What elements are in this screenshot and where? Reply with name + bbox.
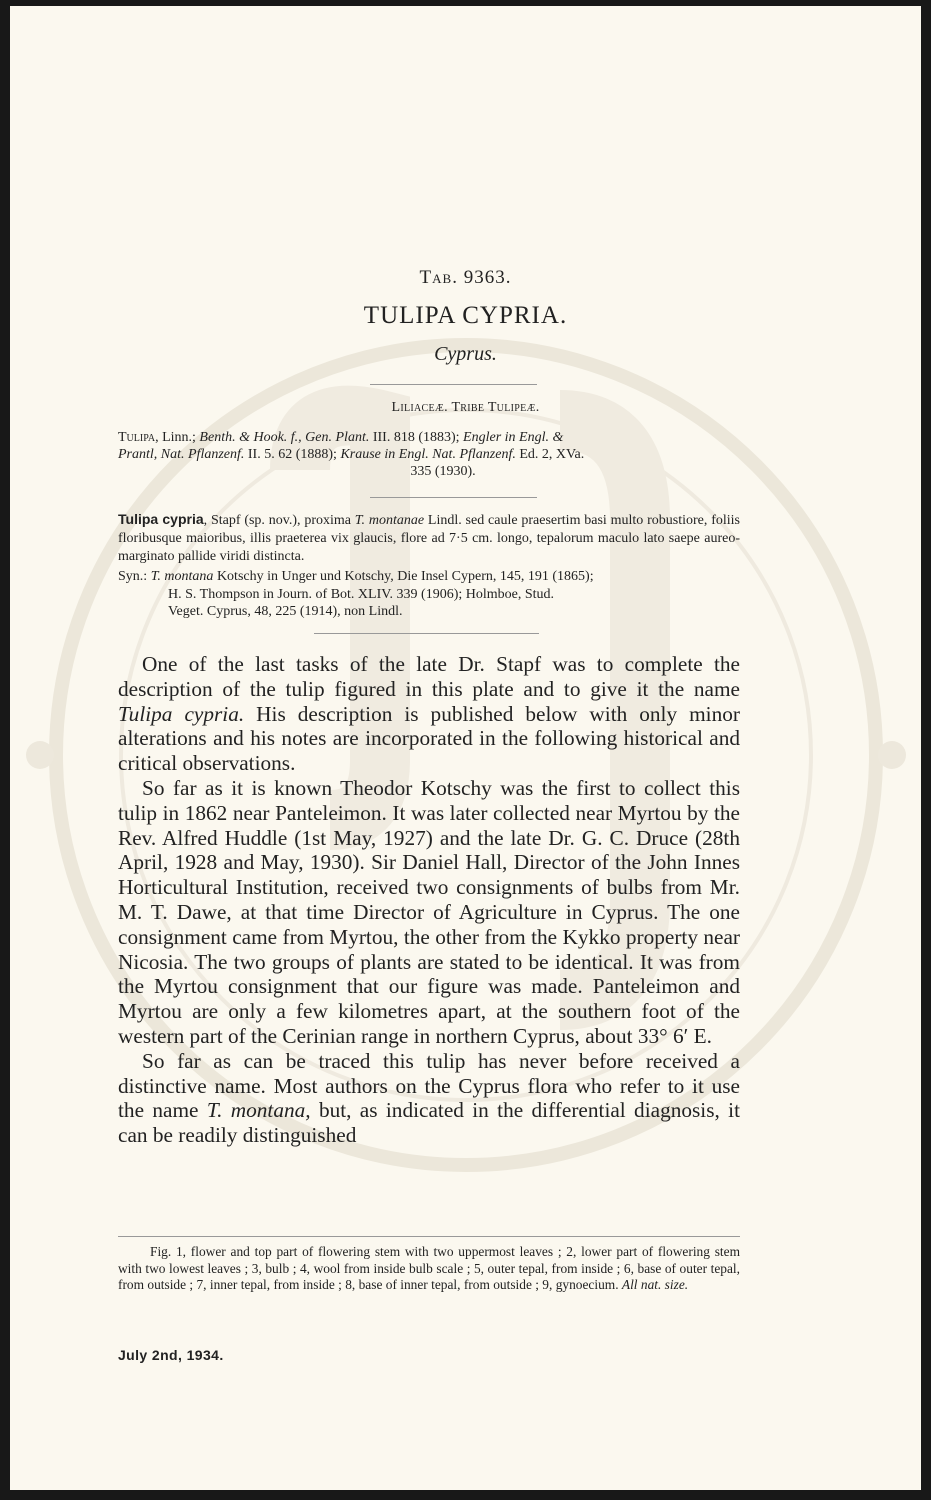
paragraph-text: but, as indicated in the differential diagnosis, it can be readily distinguished (118, 1098, 741, 1148)
genus-ref-citation: Krause in Engl. Nat. Pflanzenf. (340, 447, 516, 462)
species-name-italic: T. montana, (206, 1098, 311, 1123)
paragraph: So far as it is known Theodor Kotschy was the first to collect this tulip in 1862 near Panteleimon. It was later collected near Myrtou by the Rev. Alfred Huddle (1st May, 1927) and the late Dr. G. C. Druce (28th April, 1928 and May, 1930). Sir Daniel Hall, Director of the John Innes Horticultural Institution, received two consignments of bulbs from Mr. M. T. Dawe, at that time Director of Agriculture in Cyprus. The one consignment came from Myrtou, the other from the Kykko property near Nicosia. The two groups of plants are stated to be identical. It was from the Myrtou consignment that our figure was made. Panteleimon and Myrtou are only a few kilometres apart, at the southern foot of the western part of the Cerinian range in northern Cyprus, about 33° 6′ E. (118, 775, 740, 1048)
scan-border-left (0, 0, 10, 1500)
latin-diagnosis (118, 510, 740, 566)
caption-divider (118, 1236, 740, 1237)
family-tribe-line: Liliaceæ. Tribe Tulipeæ. (391, 400, 540, 415)
locality: Cyprus. (434, 343, 497, 365)
genus-ref-text: III. 818 (1883); (369, 430, 464, 445)
genus-ref-text: , Linn.; (155, 430, 200, 445)
diagnosis-text: , Stapf (sp. nov.), proxima (203, 513, 355, 528)
scan-border-right (921, 0, 931, 1500)
caption-text: Fig. 1, flower and top part of flowering stem with two uppermost leaves ; 2, lower part of flowering stem with two lowest leaves ; 3, bulb ; 4, wool from inside bulb scale ; 5, outer tepal, from inside ; 6, base of outer tepal, from outside ; 7, inner tepal, from inside ; 8, base of inner tepal, from outside ; 9, gynoecium. (118, 1244, 740, 1292)
genus-reference (118, 429, 768, 480)
diagnosis-text: Lindl. sed caule praesertim basi multo robustiore, foliis floribusque maioribus, illis praeterea vix glaucis, flore ad 7·5 cm. longo, tepalorum maculo lato saepe aureo-marginato pallide viridi distincta. (118, 513, 740, 564)
divider-rule (314, 633, 539, 634)
genus-ref-text: Ed. 2, XVa. (515, 447, 585, 462)
synonym-species: T. montana (150, 569, 214, 584)
diagnosis-compared-species: T. montanae (354, 513, 425, 528)
body-text (118, 652, 740, 1148)
diagnosis-species: Tulipa cypria (118, 511, 204, 527)
paragraph-text: One of the last tasks of the late Dr. Stapf was to complete the description of the tulip figured in this plate and to give it the name (118, 652, 740, 701)
scan-border-bottom (0, 1490, 931, 1500)
divider-rule (370, 497, 537, 498)
caption-italic: All nat. size. (621, 1277, 689, 1292)
species-title: TULIPA CYPRIA. (363, 302, 568, 329)
figure-caption (118, 1244, 740, 1294)
species-name-italic: Tulipa cypria. (118, 701, 245, 726)
genus-ref-text: II. 5. 62 (1888); (244, 447, 341, 462)
genus-ref-citation: Engler in Engl. & (463, 430, 564, 445)
synonymy (118, 568, 740, 621)
publication-date: July 2nd, 1934. (118, 1347, 224, 1363)
paragraph (118, 1049, 740, 1148)
paragraph-text: His description is published below with only minor alterations and his notes are incorporated in the following historical and critical observations. (118, 701, 740, 776)
synonymy-label: Syn.: (118, 569, 151, 584)
scan-border-top (0, 0, 931, 6)
paragraph-text: So far as can be traced this tulip has never before received a distinctive name. Most authors on the Cyprus flora who refer to it use the name (118, 1048, 740, 1123)
synonymy-text: H. S. Thompson in Journ. of Bot. XLIV. 339 (1906); Holmboe, Stud. (168, 586, 555, 602)
paragraph (118, 652, 740, 776)
genus-ref-last-line: 335 (1930). (410, 464, 476, 479)
genus-name: Tulipa (118, 430, 156, 445)
synonymy-text: Kotschy in Unger und Kotschy, Die Insel Cypern, 145, 191 (1865); (213, 569, 594, 584)
genus-ref-citation: Prantl, Nat. Pflanzenf. (118, 447, 245, 462)
genus-ref-citation: Benth. & Hook. f., Gen. Plant. (199, 430, 370, 445)
divider-rule (370, 384, 537, 385)
plate-number: Tab. 9363. (419, 267, 512, 288)
synonymy-text: Veget. Cyprus, 48, 225 (1914), non Lindl. (168, 604, 403, 619)
